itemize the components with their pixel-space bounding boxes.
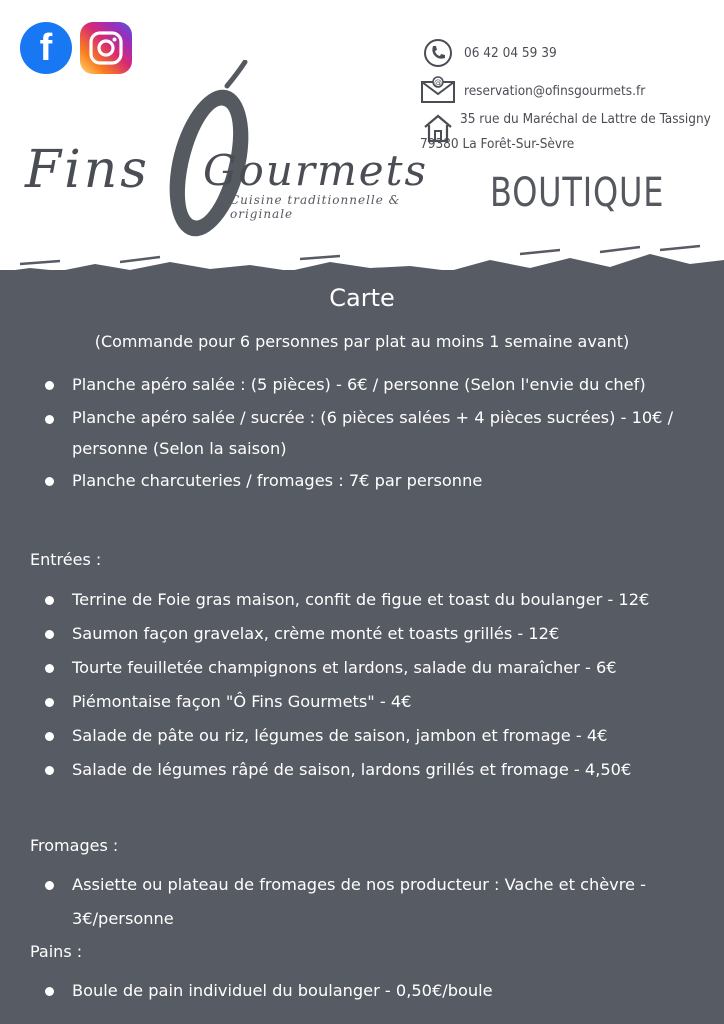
section-title-fromages: Fromages : <box>30 836 119 855</box>
carte-list <box>30 368 700 498</box>
menu-title: Carte <box>329 284 395 312</box>
fromages-list <box>30 868 700 936</box>
entrees-list <box>30 583 700 787</box>
logo-tagline: Cuisine traditionnelle & originale <box>230 193 401 221</box>
list-item: Saumon façon gravelax, crème monté et toasts grillés - 12€ <box>30 617 700 651</box>
email-icon <box>420 76 456 104</box>
list-item: Assiette ou plateau de fromages de nos producteur : Vache et chèvre - 3€/personne <box>30 868 700 936</box>
email-row <box>420 76 645 104</box>
pains-list <box>30 974 700 1008</box>
phone-icon <box>420 38 456 68</box>
list-item: Terrine de Foie gras maison, confit de figue et toast du boulanger - 12€ <box>30 583 700 617</box>
list-item: Tourte feuilletée champignons et lardons, salade du maraîcher - 6€ <box>30 651 700 685</box>
address-row <box>420 110 711 154</box>
address-line-2: 79380 La Forêt-Sur-Sèvre <box>420 136 575 152</box>
facebook-icon[interactable]: f <box>20 22 72 74</box>
list-item: Planche charcuteries / fromages : 7€ par personne <box>30 464 700 498</box>
list-item: Salade de légumes râpé de saison, lardons grillés et fromage - 4,50€ <box>30 753 700 787</box>
phone-number[interactable]: 06 42 04 59 39 <box>464 45 557 61</box>
logo-fins: Fins <box>25 140 150 200</box>
phone-row <box>420 38 557 68</box>
list-item: Piémontaise façon "Ô Fins Gourmets" - 4€ <box>30 685 700 719</box>
order-note: (Commande pour 6 personnes par plat au moins 1 semaine avant) <box>94 332 630 351</box>
svg-text:@: @ <box>434 78 442 87</box>
email-address[interactable]: reservation@ofinsgourmets.fr <box>464 83 646 99</box>
list-item: Salade de pâte ou riz, légumes de saison, jambon et fromage - 4€ <box>30 719 700 753</box>
list-item: Planche apéro salée : (5 pièces) - 6€ / personne (Selon l'envie du chef) <box>30 368 700 402</box>
address <box>420 110 711 154</box>
list-item: Planche apéro salée / sucrée : (6 pièces salées + 4 pièces sucrées) - 10€ / personne (Selon la saison) <box>30 402 700 464</box>
address-line-1: 35 rue du Maréchal de Lattre de Tassigny <box>460 111 711 127</box>
section-title-pains: Pains : <box>30 942 83 961</box>
logo <box>25 60 465 250</box>
boutique-heading: BOUTIQUE <box>490 170 665 216</box>
logo-gourmets: Gourmets <box>203 146 429 195</box>
list-item: Boule de pain individuel du boulanger - 0,50€/boule <box>30 974 700 1008</box>
section-title-entrees: Entrées : <box>30 550 102 569</box>
logo-accent <box>223 60 253 90</box>
